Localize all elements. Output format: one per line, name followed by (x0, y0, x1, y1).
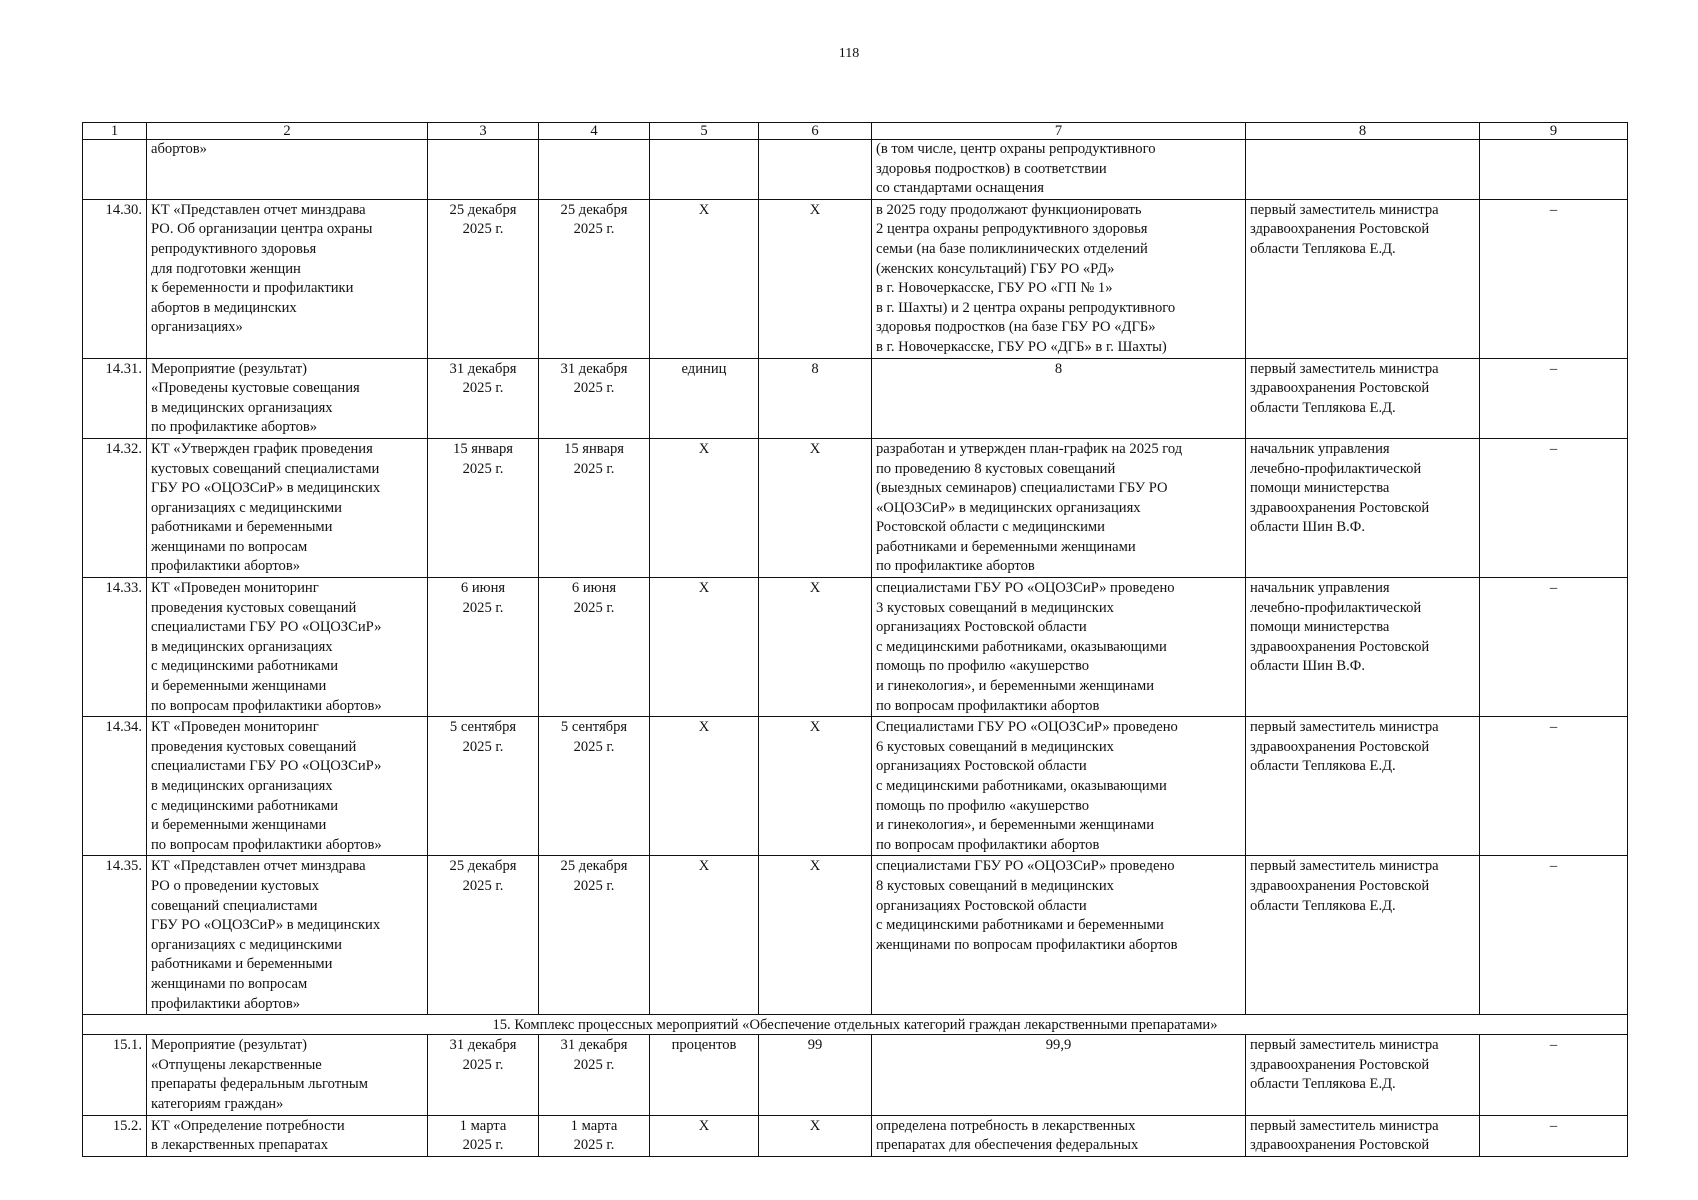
cell-result: специалистами ГБУ РО «ОЦОЗСиР» проведено 8 кустовых совещаний в медицинских организациях Ростовской области с медицинскими работниками и беременными женщинами по вопросам профилактики абортов (872, 856, 1246, 1015)
cell-num: 15.1. (83, 1035, 147, 1115)
cell-unit: Х (650, 438, 759, 577)
cell-end (539, 140, 650, 200)
column-header: 2 (147, 123, 428, 140)
cell-start: 31 декабря 2025 г. (428, 358, 539, 438)
column-header: 9 (1480, 123, 1628, 140)
table-row (83, 578, 1628, 717)
cell-plan: Х (759, 1115, 872, 1156)
cell-end: 25 декабря 2025 г. (539, 199, 650, 358)
cell-note: – (1480, 717, 1628, 856)
cell-responsible: первый заместитель министра здравоохранения Ростовской области Теплякова Е.Д. (1246, 199, 1480, 358)
cell-num: 15.2. (83, 1115, 147, 1156)
cell-plan: Х (759, 578, 872, 717)
cell-unit: Х (650, 199, 759, 358)
cell-start: 31 декабря 2025 г. (428, 1035, 539, 1115)
cell-responsible (1246, 140, 1480, 200)
column-number-row (83, 123, 1628, 140)
table-row (83, 1035, 1628, 1115)
cell-start: 15 января 2025 г. (428, 438, 539, 577)
cell-end: 5 сентября 2025 г. (539, 717, 650, 856)
cell-num: 14.35. (83, 856, 147, 1015)
cell-end: 1 марта 2025 г. (539, 1115, 650, 1156)
cell-end: 31 декабря 2025 г. (539, 358, 650, 438)
cell-name: КТ «Утвержден график проведения кустовых совещаний специалистами ГБУ РО «ОЦОЗСиР» в медицинских организациях с медицинскими работниками и беременными женщинами по вопросам профилактики абортов» (147, 438, 428, 577)
cell-responsible: первый заместитель министра здравоохранения Ростовской области Теплякова Е.Д. (1246, 717, 1480, 856)
cell-result: определена потребность в лекарственных препаратах для обеспечения федеральных (872, 1115, 1246, 1156)
cell-num: 14.30. (83, 199, 147, 358)
cell-unit (650, 140, 759, 200)
cell-note: – (1480, 856, 1628, 1015)
cell-plan: Х (759, 856, 872, 1015)
cell-plan: Х (759, 438, 872, 577)
cell-note: – (1480, 1115, 1628, 1156)
section-row (83, 1015, 1628, 1035)
cell-unit: единиц (650, 358, 759, 438)
cell-name: Мероприятие (результат) «Отпущены лекарственные препараты федеральным льготным категориям граждан» (147, 1035, 428, 1115)
cell-note: – (1480, 199, 1628, 358)
cell-result: Специалистами ГБУ РО «ОЦОЗСиР» проведено 6 кустовых совещаний в медицинских организациях Ростовской области с медицинскими работниками, оказывающими помощь по профилю «акушерство и гинекология», и беременными женщинами по вопросам профилактики абортов (872, 717, 1246, 856)
cell-result: (в том числе, центр охраны репродуктивного здоровья подростков) в соответствии со стандартами оснащения (872, 140, 1246, 200)
cell-end: 15 января 2025 г. (539, 438, 650, 577)
cell-unit: Х (650, 856, 759, 1015)
cell-name: КТ «Определение потребности в лекарственных препаратах (147, 1115, 428, 1156)
cell-result: разработан и утвержден план-график на 2025 год по проведению 8 кустовых совещаний (выездных семинаров) специалистами ГБУ РО «ОЦОЗСиР» в медицинских организациях Ростовской области с медицинскими работниками и беременными женщинами по профилактике абортов (872, 438, 1246, 577)
column-header: 1 (83, 123, 147, 140)
cell-note: – (1480, 578, 1628, 717)
cell-result: в 2025 году продолжают функционировать 2 центра охраны репродуктивного здоровья семьи (на базе поликлинических отделений (женских консультаций) ГБУ РО «РД» в г. Новочеркасске, ГБУ РО «ГП № 1» в г. Шахты) и 2 центра охраны репродуктивного здоровья подростков (на базе ГБУ РО «ДГБ» в г. Новочеркасске, ГБУ РО «ДГБ» в г. Шахты) (872, 199, 1246, 358)
cell-start (428, 140, 539, 200)
table-row (83, 1115, 1628, 1156)
cell-start: 25 декабря 2025 г. (428, 856, 539, 1015)
column-header: 5 (650, 123, 759, 140)
cell-responsible: первый заместитель министра здравоохранения Ростовской (1246, 1115, 1480, 1156)
continuation-row (83, 140, 1628, 200)
cell-note: – (1480, 358, 1628, 438)
cell-end: 31 декабря 2025 г. (539, 1035, 650, 1115)
column-header: 8 (1246, 123, 1480, 140)
cell-result: 8 (872, 358, 1246, 438)
column-header: 6 (759, 123, 872, 140)
cell-name: абортов» (147, 140, 428, 200)
cell-note (1480, 140, 1628, 200)
cell-plan: 99 (759, 1035, 872, 1115)
cell-name: КТ «Проведен мониторинг проведения кустовых совещаний специалистами ГБУ РО «ОЦОЗСиР» в медицинских организациях с медицинскими работниками и беременными женщинами по вопросам профилактики абортов» (147, 717, 428, 856)
cell-unit: процентов (650, 1035, 759, 1115)
section-title: 15. Комплекс процессных мероприятий «Обеспечение отдельных категорий граждан лекарственными препаратами» (83, 1015, 1628, 1035)
cell-note: – (1480, 1035, 1628, 1115)
cell-result: специалистами ГБУ РО «ОЦОЗСиР» проведено 3 кустовых совещаний в медицинских организациях Ростовской области с медицинскими работниками, оказывающими помощь по профилю «акушерство и гинекология», и беременными женщинами по вопросам профилактики абортов (872, 578, 1246, 717)
cell-responsible: первый заместитель министра здравоохранения Ростовской области Теплякова Е.Д. (1246, 856, 1480, 1015)
cell-name: КТ «Представлен отчет минздрава РО о проведении кустовых совещаний специалистами ГБУ РО «ОЦОЗСиР» в медицинских организациях с медицинскими работниками и беременными женщинами по вопросам профилактики абортов» (147, 856, 428, 1015)
cell-unit: Х (650, 717, 759, 856)
cell-num: 14.34. (83, 717, 147, 856)
cell-name: КТ «Представлен отчет минздрава РО. Об организации центра охраны репродуктивного здоровья для подготовки женщин к беременности и профилактики абортов в медицинских организациях» (147, 199, 428, 358)
table-row (83, 856, 1628, 1015)
cell-start: 6 июня 2025 г. (428, 578, 539, 717)
table-row (83, 199, 1628, 358)
column-header: 3 (428, 123, 539, 140)
cell-plan (759, 140, 872, 200)
cell-num: 14.33. (83, 578, 147, 717)
cell-start: 1 марта 2025 г. (428, 1115, 539, 1156)
cell-note: – (1480, 438, 1628, 577)
column-header: 7 (872, 123, 1246, 140)
cell-unit: Х (650, 1115, 759, 1156)
cell-num: 14.32. (83, 438, 147, 577)
cell-num (83, 140, 147, 200)
cell-name: Мероприятие (результат) «Проведены кустовые совещания в медицинских организациях по профилактике абортов» (147, 358, 428, 438)
cell-responsible: начальник управления лечебно-профилактической помощи министерства здравоохранения Ростовской области Шин В.Ф. (1246, 438, 1480, 577)
cell-start: 25 декабря 2025 г. (428, 199, 539, 358)
cell-name: КТ «Проведен мониторинг проведения кустовых совещаний специалистами ГБУ РО «ОЦОЗСиР» в медицинских организациях с медицинскими работниками и беременными женщинами по вопросам профилактики абортов» (147, 578, 428, 717)
column-header: 4 (539, 123, 650, 140)
cell-responsible: начальник управления лечебно-профилактической помощи министерства здравоохранения Ростовской области Шин В.Ф. (1246, 578, 1480, 717)
plan-table (82, 122, 1628, 1157)
cell-num: 14.31. (83, 358, 147, 438)
cell-plan: 8 (759, 358, 872, 438)
cell-unit: Х (650, 578, 759, 717)
table-row (83, 358, 1628, 438)
cell-end: 6 июня 2025 г. (539, 578, 650, 717)
table-row (83, 717, 1628, 856)
table-row (83, 438, 1628, 577)
cell-plan: Х (759, 717, 872, 856)
cell-plan: Х (759, 199, 872, 358)
cell-responsible: первый заместитель министра здравоохранения Ростовской области Теплякова Е.Д. (1246, 358, 1480, 438)
cell-result: 99,9 (872, 1035, 1246, 1115)
page-number: 118 (838, 46, 860, 61)
cell-start: 5 сентября 2025 г. (428, 717, 539, 856)
cell-responsible: первый заместитель министра здравоохранения Ростовской области Теплякова Е.Д. (1246, 1035, 1480, 1115)
cell-end: 25 декабря 2025 г. (539, 856, 650, 1015)
